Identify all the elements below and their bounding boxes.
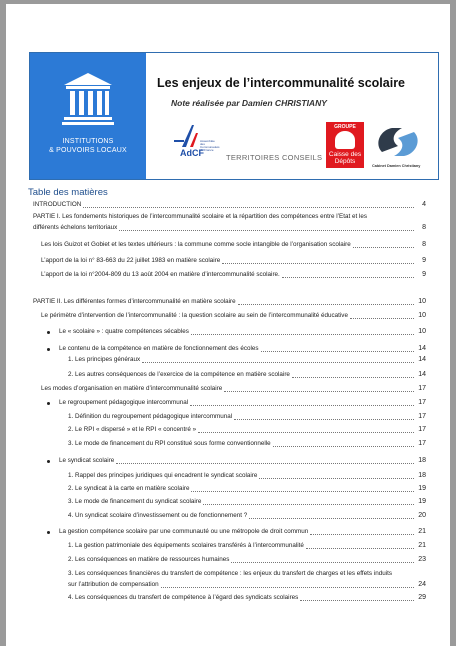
toc-entry-text: INTRODUCTION — [33, 201, 82, 208]
toc-entry[interactable] — [6, 223, 450, 233]
toc-entry[interactable] — [6, 240, 450, 250]
toc-entry-text: 1. Les principes généraux — [68, 356, 141, 363]
toc-page-number: 29 — [418, 594, 426, 601]
toc-entry[interactable] — [6, 580, 450, 590]
toc-entry[interactable] — [6, 593, 450, 603]
toc-entry-text: 1. Rappel des principes juridiques qui encadrent le syndicat scolaire — [68, 472, 258, 479]
toc-entry-text: 2. Les autres conséquences de l’exercice de la compétence en matière scolaire — [68, 371, 290, 378]
toc-page-number: 19 — [418, 498, 426, 505]
cover-banner — [29, 52, 439, 180]
toc-page-number: 17 — [418, 413, 426, 420]
document-author: Note réalisée par Damien CHRISTIANY — [171, 98, 327, 108]
toc-leader-dots — [198, 432, 414, 433]
toc-entry-text: différents échelons territoriaux — [33, 224, 118, 231]
toc-leader-dots — [234, 419, 414, 420]
toc-leader-dots — [292, 377, 414, 378]
toc-leader-dots — [191, 491, 414, 492]
toc-leader-dots — [238, 304, 414, 305]
toc-entry-text: L’apport de la loi n°2004-809 du 13 août 2004 en matière d’intercommunalité scolaire. — [41, 271, 280, 278]
institution-building-icon — [60, 71, 116, 127]
publisher-line2: & POUVOIRS LOCAUX — [49, 147, 127, 154]
toc-leader-dots — [142, 362, 414, 363]
toc-leader-dots — [119, 230, 414, 231]
toc-entry[interactable] — [6, 555, 450, 565]
toc-page-number: 23 — [418, 556, 426, 563]
publisher-panel — [30, 53, 146, 179]
publisher-label — [30, 137, 146, 155]
toc-entry[interactable] — [6, 497, 450, 507]
toc-leader-dots — [191, 334, 414, 335]
toc-entry-text: 3. Le mode de financement du syndicat scolaire — [68, 498, 202, 505]
toc-entry-text: 2. Les conséquences en matière de ressources humaines — [68, 556, 230, 563]
cabinet-emblem-icon — [372, 122, 424, 162]
toc-entry-text: 4. Un syndicat scolaire d’investissement ou de fonctionnement ? — [68, 512, 248, 519]
toc-leader-dots — [300, 600, 414, 601]
toc-entry[interactable] — [6, 471, 450, 481]
toc-page-number: 19 — [418, 485, 426, 492]
toc-leader-dots — [353, 247, 414, 248]
toc-entry[interactable] — [6, 541, 450, 551]
toc-entry-text: 4. Les conséquences du transfert de compétence à l’égard des syndicats scolaires — [68, 594, 299, 601]
toc-entry[interactable] — [6, 311, 450, 321]
toc-entry-text: Le périmètre d’intervention de l’intercommunalité : la question scolaire au sein de l’intercommunalité éducative — [41, 312, 348, 319]
toc-page-number: 10 — [418, 298, 426, 305]
toc-entry-text: 2. Le syndicat à la carte en matière scolaire — [68, 485, 190, 492]
toc-page-number: 18 — [418, 472, 426, 479]
toc-entry-text: 2. Le RPI « dispersé » et le RPI « concentré » — [68, 426, 197, 433]
toc-leader-dots — [310, 534, 414, 535]
toc-page-number: 17 — [418, 426, 426, 433]
bullet-icon — [47, 348, 50, 351]
adcf-logo — [170, 123, 220, 159]
toc-page-number: 14 — [418, 356, 426, 363]
bullet-icon — [47, 460, 50, 463]
toc-entry[interactable] — [6, 327, 450, 337]
toc-leader-dots — [190, 405, 414, 406]
bullet-icon — [47, 331, 50, 334]
toc-leader-dots — [161, 587, 414, 588]
toc-entry[interactable] — [6, 297, 450, 307]
toc-entry-text: 1. La gestion patrimoniale des équipements scolaires transférés à l’intercommunalité — [68, 542, 304, 549]
toc-entry[interactable] — [6, 256, 450, 266]
caisse-des-depots-logo — [326, 122, 364, 168]
toc-entry[interactable] — [6, 384, 450, 394]
toc-page-number: 17 — [418, 440, 426, 447]
document-page — [6, 4, 450, 646]
toc-entry-text: 3. Le mode de financement du RPI constitué sous forme conventionnelle — [68, 440, 271, 447]
toc-leader-dots — [231, 562, 414, 563]
bullet-icon — [47, 531, 50, 534]
toc-entry-text: Le contenu de la compétence en matière de fonctionnement des écoles — [59, 345, 259, 352]
toc-entry[interactable] — [6, 439, 450, 449]
toc-leader-dots — [224, 391, 414, 392]
toc-entry-text: 1. Définition du regroupement pédagogique intercommunal — [68, 413, 233, 420]
toc-leader-dots — [350, 318, 414, 319]
toc-leader-dots — [83, 207, 414, 208]
toc-entry[interactable] — [6, 370, 450, 380]
cdc-name-label: Caisse des Dépôts — [328, 151, 362, 165]
toc-entry-text-line1[interactable]: 3. Les conséquences financières du transfert de compétence : les enjeux du transfert de charges et les effets induits — [68, 570, 393, 577]
cabinet-name-label: Cabinet Damien Christiany — [372, 164, 421, 168]
toc-entry[interactable] — [6, 270, 450, 280]
toc-page-number: 20 — [418, 512, 426, 519]
toc-leader-dots — [273, 446, 414, 447]
toc-entry[interactable] — [6, 511, 450, 521]
toc-entry-text: L’apport de la loi n° 83-663 du 22 juillet 1983 en matière scolaire — [41, 257, 221, 264]
bullet-icon — [47, 402, 50, 405]
toc-page-number: 21 — [418, 528, 426, 535]
cabinet-christiany-logo — [372, 122, 426, 172]
cdc-group-label: GROUPE — [334, 124, 356, 130]
adcf-text: AdCF — [180, 148, 204, 158]
toc-leader-dots — [259, 478, 414, 479]
toc-page-number: 18 — [418, 457, 426, 464]
toc-entry-text: La gestion compétence scolaire par une communauté ou une métropole de droit commun — [59, 528, 309, 535]
document-title: Les enjeux de l’intercommunalité scolaire — [157, 76, 406, 90]
toc-leader-dots — [203, 504, 414, 505]
toc-page-number: 10 — [418, 312, 426, 319]
toc-entry-text: Le « scolaire » : quatre compétences sécables — [59, 328, 189, 335]
toc-entry[interactable] — [6, 484, 450, 494]
toc-entry[interactable] — [6, 200, 450, 210]
toc-entry[interactable] — [6, 527, 450, 537]
toc-page-number: 17 — [418, 399, 426, 406]
toc-entry-text: PARTIE II. Les différentes formes d’intercommunalité en matière scolaire — [33, 298, 236, 305]
toc-page-number: 9 — [422, 257, 426, 264]
cdc-seal-icon — [335, 131, 355, 149]
toc-entry-text: Les modes d’organisation en matière d’intercommunalité scolaire — [41, 385, 223, 392]
publisher-line1: INSTITUTIONS — [62, 138, 114, 145]
toc-entry[interactable] — [6, 398, 450, 408]
toc-page-number: 10 — [418, 328, 426, 335]
toc-page-number: 24 — [418, 581, 426, 588]
toc-page-number: 17 — [418, 385, 426, 392]
toc-entry-text: Le regroupement pédagogique intercommunal — [59, 399, 189, 406]
toc-entry[interactable] — [6, 344, 450, 354]
toc-page-number: 21 — [418, 542, 426, 549]
toc-leader-dots — [116, 463, 414, 464]
toc-leader-dots — [261, 351, 414, 352]
toc-entry[interactable] — [6, 456, 450, 466]
toc-leader-dots — [282, 277, 414, 278]
toc-leader-dots — [222, 263, 414, 264]
adcf-subtext: Assemblée des Communautés de France — [200, 139, 220, 152]
toc-heading: Table des matières — [28, 187, 108, 198]
toc-page-number: 8 — [422, 241, 426, 248]
toc-page-number: 4 — [422, 201, 426, 208]
toc-entry[interactable] — [6, 425, 450, 435]
toc-page-number: 8 — [422, 224, 426, 231]
toc-entry[interactable] — [6, 412, 450, 422]
toc-page-number: 9 — [422, 271, 426, 278]
toc-leader-dots — [306, 548, 414, 549]
toc-entry-text-line1[interactable]: PARTIE I. Les fondements historiques de l’intercommunalité scolaire et la répartition des compétences entre l’Etat et les — [33, 213, 368, 220]
toc-leader-dots — [249, 518, 414, 519]
toc-entry-text: Les lois Guizot et Gobiet et les textes ultérieurs : la commune comme socle intangible de l’organisation scolaire — [41, 241, 351, 248]
toc-entry-text: Le syndicat scolaire — [59, 457, 115, 464]
territoires-conseils-logo: TERRITOIRES CONSEILS — [226, 153, 323, 162]
toc-entry[interactable] — [6, 355, 450, 365]
toc-page-number: 14 — [418, 345, 426, 352]
toc-entry-text: sur l’attribution de compensation — [68, 581, 159, 588]
toc-page-number: 14 — [418, 371, 426, 378]
